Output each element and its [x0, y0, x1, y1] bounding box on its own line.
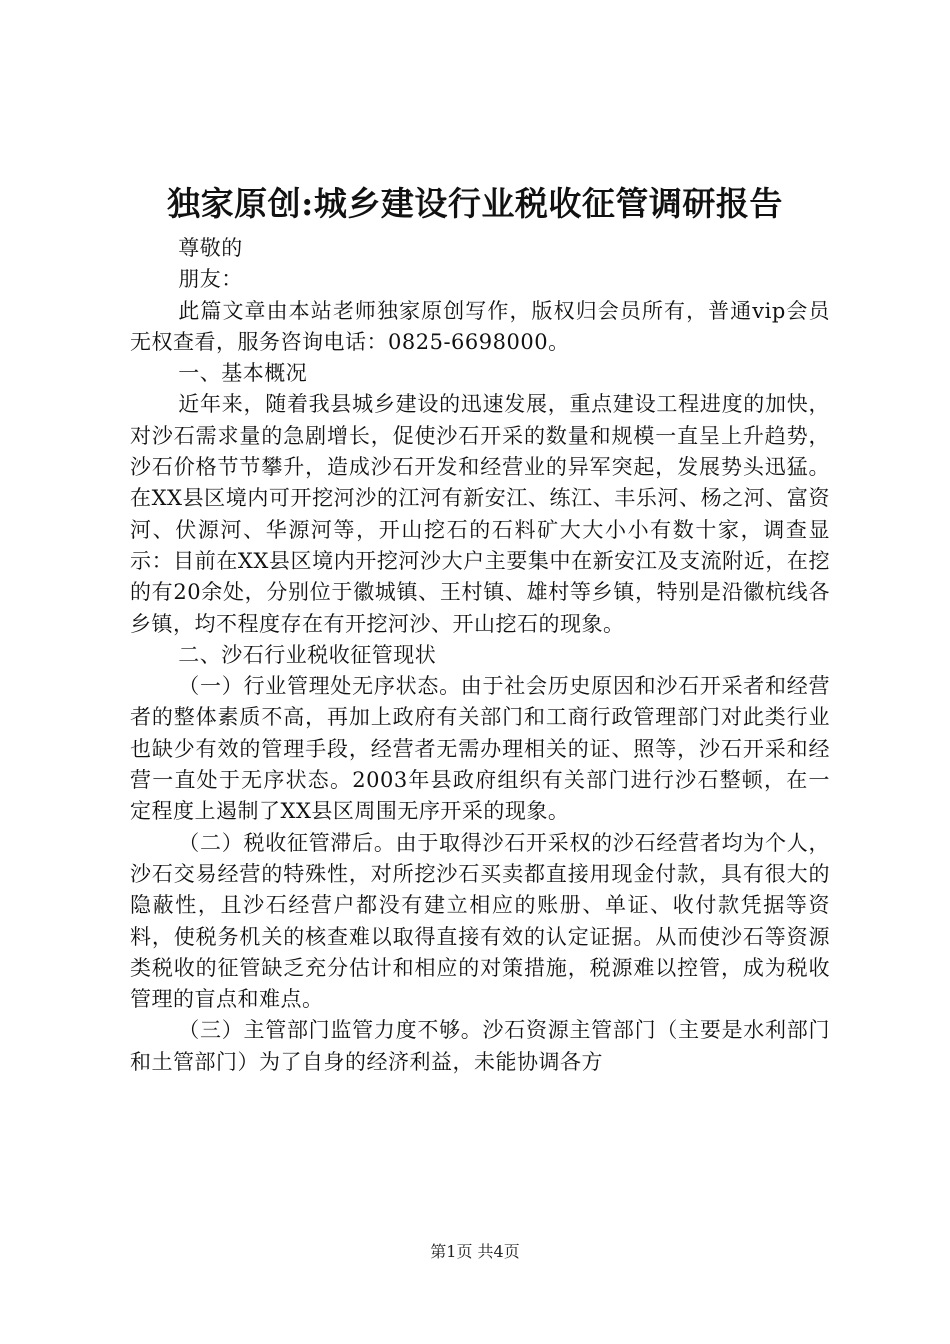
body-paragraph: （二）税收征管滞后。由于取得沙石开采权的沙石经营者均为个人，沙石交易经营的特殊性，对所挖沙石买卖都直接用现金付款，具有很大的隐蔽性，且沙石经营户都没有建立相应的账册、单证、收付款凭据等资料，使税务机关的核查难以取得直接有效的认定证据。从而使沙石等资源类税收的征管缺乏充分估计和相应的对策措施，税源难以控管，成为税收管理的盲点和难点。	[130, 830, 830, 1012]
document-title: 独家原创:城乡建设行业税收征管调研报告	[167, 184, 783, 223]
section-heading-1: 一、基本概况	[178, 361, 308, 386]
body-paragraph: 近年来，随着我县城乡建设的迅速发展，重点建设工程进度的加快，对沙石需求量的急剧增长，促使沙石开采的数量和规模一直呈上升趋势，沙石价格节节攀升，造成沙石开发和经营业的异军突起，发展势头迅猛。在XX县区境内可开挖河沙的江河有新安江、练江、丰乐河、杨之河、富资河、伏源河、华源河等，开山挖石的石料矿大大小小有数十家，调查显示：目前在XX县区境内开挖河沙大户主要集中在新安江及支流附近，在挖的有20余处，分别位于徽城镇、王村镇、雄村等乡镇，特别是沿徽杭线各乡镇，均不程度存在有开挖河沙、开山挖石的现象。	[130, 392, 830, 636]
body-paragraph: （三）主管部门监管力度不够。沙石资源主管部门（主要是水利部门和土管部门）为了自身的经济利益，未能协调各方	[130, 1018, 830, 1074]
copyright-notice: 此篇文章由本站老师独家原创写作，版权归会员所有，普通vip会员无权查看，服务咨询电话：0825-6698000。	[130, 298, 830, 354]
section-heading-2: 二、沙石行业税收征管现状	[178, 642, 437, 667]
page-footer: 第1页 共4页	[430, 1242, 520, 1261]
salutation-line-1: 尊敬的	[178, 236, 243, 260]
salutation-line-2: 朋友：	[178, 267, 243, 292]
body-paragraph: （一）行业管理处无序状态。由于社会历史原因和沙石开采者和经营者的整体素质不高，再加上政府有关部门和工商行政管理部门对此类行业也缺少有效的管理手段，经营者无需办理相关的证、照等，沙石开采和经营一直处于无序状态。2003年县政府组织有关部门进行沙石整顿，在一定程度上遏制了XX县区周围无序开采的现象。	[130, 674, 830, 824]
document-body	[130, 233, 830, 1078]
